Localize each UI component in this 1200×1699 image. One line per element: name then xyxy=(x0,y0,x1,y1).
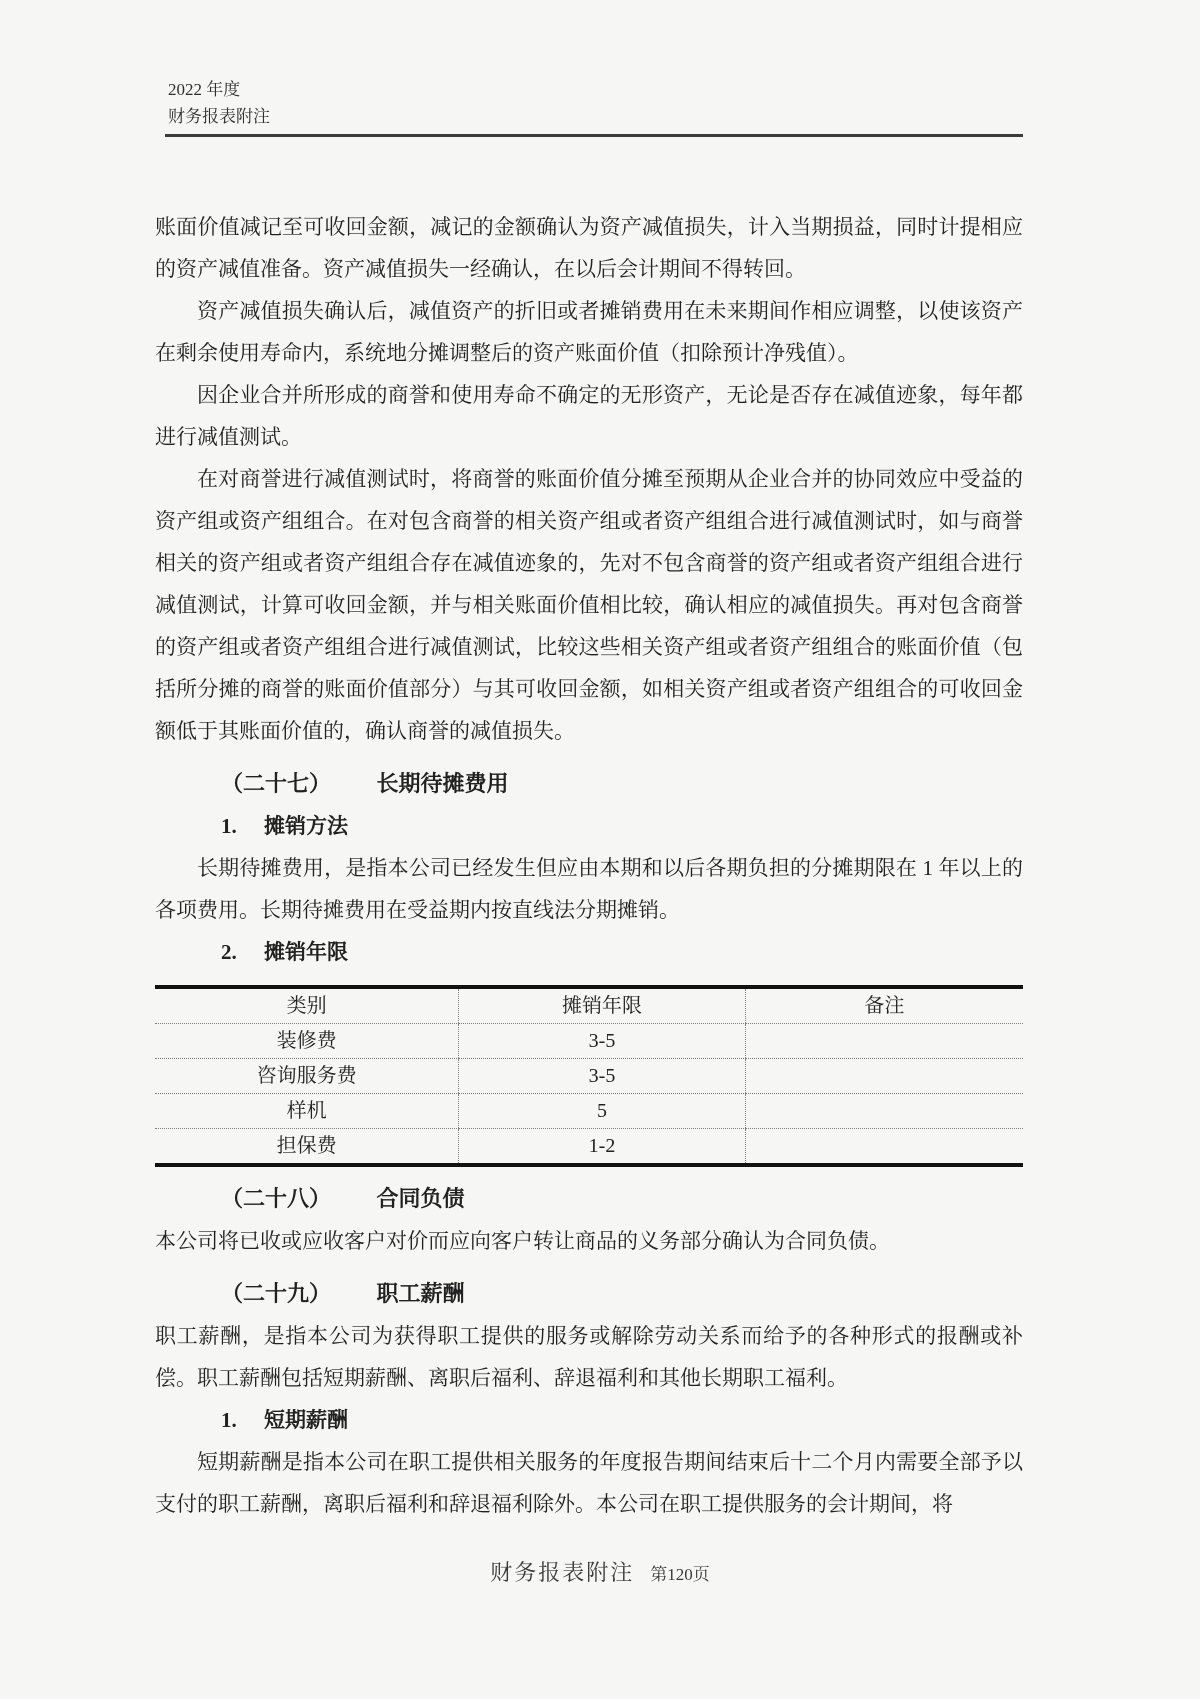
section-29-title: 职工薪酬 xyxy=(376,1281,465,1306)
paragraph-employee-benefits: 职工薪酬，是指本公司为获得职工提供的服务或解除劳动关系而给予的各种形式的报酬或补偿。职工薪酬包括短期薪酬、离职后福利、辞退福利和其他长期职工福利。 xyxy=(155,1324,1023,1390)
section-27-sub2-title: 摊销年限 xyxy=(264,940,348,964)
table-header-note: 备注 xyxy=(745,987,1023,1024)
section-29-heading xyxy=(155,1273,1023,1315)
section-27-heading xyxy=(155,763,1023,805)
section-27-number: （二十七） xyxy=(221,771,332,796)
cell-category: 样机 xyxy=(155,1094,459,1129)
paragraph-impairment-adjustment: 资产减值损失确认后，减值资产的折旧或者摊销费用在未来期间作相应调整，以使该资产在剩余使用寿命内，系统地分摊调整后的资产账面价值（扣除预计净残值）。 xyxy=(155,299,1023,365)
table-header-years: 摊销年限 xyxy=(459,987,745,1024)
page-header xyxy=(168,76,270,130)
section-29-number: （二十九） xyxy=(221,1281,332,1306)
paragraph-short-term-benefits: 短期薪酬是指本公司在职工提供相关服务的年度报告期间结束后十二个月内需要全部予以支付的职工薪酬，离职后福利和辞退福利除外。本公司在职工提供服务的会计期间，将 xyxy=(155,1450,1023,1516)
footer-page-number: 第120页 xyxy=(650,1565,710,1584)
cell-category: 装修费 xyxy=(155,1024,459,1059)
header-year-line: 2022 年度 xyxy=(168,80,241,99)
table-header-row xyxy=(155,987,1023,1024)
section-28-number: （二十八） xyxy=(221,1186,332,1211)
section-29-sub1-heading xyxy=(155,1399,1023,1441)
cell-note xyxy=(745,1129,1023,1166)
header-doc-title: 财务报表附注 xyxy=(168,107,270,126)
cell-years: 3-5 xyxy=(459,1059,745,1094)
section-27-sub1-heading xyxy=(155,805,1023,847)
section-27-sub1-title: 摊销方法 xyxy=(264,814,348,838)
paragraph-contract-liability: 本公司将已收或应收客户对价而应向客户转让商品的义务部分确认为合同负债。 xyxy=(155,1229,890,1253)
section-28-heading xyxy=(155,1178,1023,1220)
cell-years: 5 xyxy=(459,1094,745,1129)
section-29-sub1-title: 短期薪酬 xyxy=(264,1408,348,1432)
page-footer xyxy=(0,1556,1200,1587)
document-body xyxy=(155,206,1023,1525)
section-27-sub2-heading xyxy=(155,931,1023,973)
amortization-table xyxy=(155,985,1023,1167)
cell-note xyxy=(745,1059,1023,1094)
table-row xyxy=(155,1094,1023,1129)
paragraph-goodwill-annual-test: 因企业合并所形成的商誉和使用寿命不确定的无形资产，无论是否存在减值迹象，每年都进行减值测试。 xyxy=(155,383,1023,449)
header-rule xyxy=(165,134,1023,137)
section-28-title: 合同负债 xyxy=(376,1186,465,1211)
cell-note xyxy=(745,1094,1023,1129)
cell-years: 3-5 xyxy=(459,1024,745,1059)
cell-note xyxy=(745,1024,1023,1059)
paragraph-goodwill-test-detail: 在对商誉进行减值测试时，将商誉的账面价值分摊至预期从企业合并的协同效应中受益的资产组或资产组组合。在对包含商誉的相关资产组或者资产组组合进行减值测试时，如与商誉相关的资产组或者资产组组合存在减值迹象的，先对不包含商誉的资产组或者资产组组合进行减值测试，计算可收回金额，并与相关账面价值相比较，确认相应的减值损失。再对包含商誉的资产组或者资产组组合进行减值测试，比较这些相关资产组或者资产组组合的账面价值（包括所分摊的商誉的账面价值部分）与其可收回金额，如相关资产组或者资产组组合的可收回金额低于其账面价值的，确认商誉的减值损失。 xyxy=(155,467,1023,743)
table-row xyxy=(155,1059,1023,1094)
section-27-sub1-number: 1. xyxy=(221,814,237,838)
table-header-category: 类别 xyxy=(155,987,459,1024)
section-27-title: 长期待摊费用 xyxy=(376,771,509,796)
paragraph-impairment-carryover: 账面价值减记至可收回金额，减记的金额确认为资产减值损失，计入当期损益，同时计提相应的资产减值准备。资产减值损失一经确认，在以后会计期间不得转回。 xyxy=(155,215,1023,281)
cell-category: 咨询服务费 xyxy=(155,1059,459,1094)
footer-doc-title: 财务报表附注 xyxy=(490,1560,635,1585)
table-row xyxy=(155,1129,1023,1166)
table-row xyxy=(155,1024,1023,1059)
cell-category: 担保费 xyxy=(276,1135,337,1157)
section-27-sub2-number: 2. xyxy=(221,940,237,964)
section-29-sub1-number: 1. xyxy=(221,1408,237,1432)
paragraph-amortization-method: 长期待摊费用，是指本公司已经发生但应由本期和以后各期负担的分摊期限在 1 年以上的各项费用。长期待摊费用在受益期内按直线法分期摊销。 xyxy=(155,856,1023,922)
cell-years: 1-2 xyxy=(459,1129,745,1166)
